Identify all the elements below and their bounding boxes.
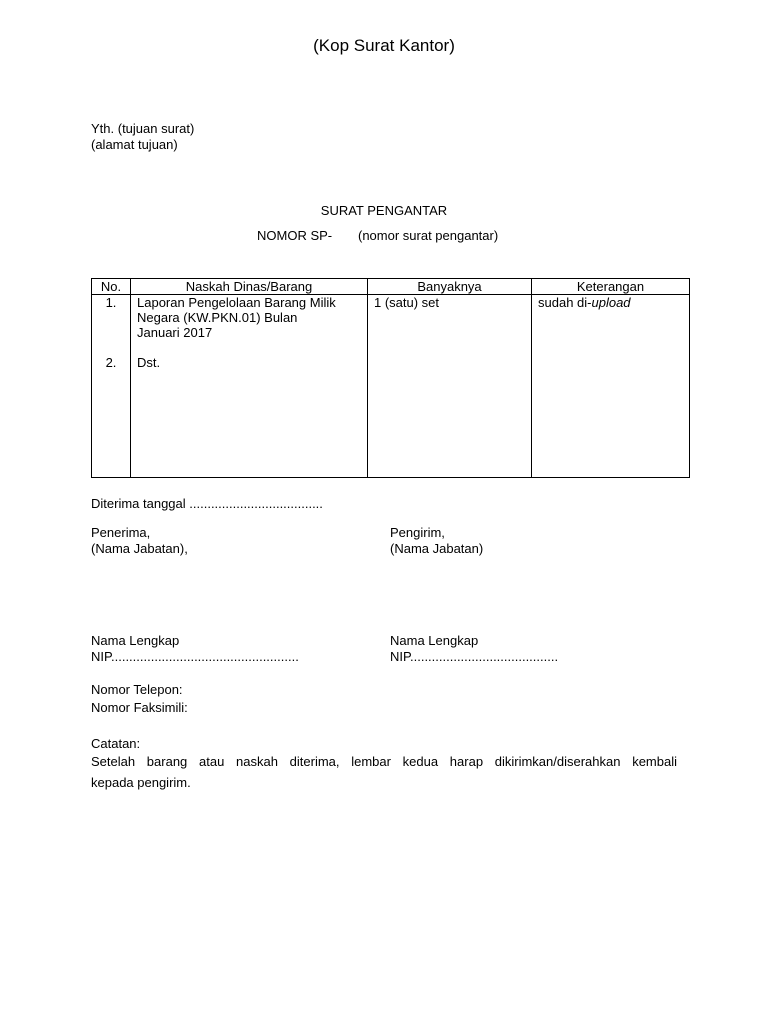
row-numbers bbox=[92, 295, 131, 478]
fax-label: Nomor Faksimili: bbox=[91, 700, 188, 715]
document-number-label: NOMOR SP- bbox=[257, 228, 333, 243]
recipient-line-1: Yth. (tujuan surat) bbox=[91, 121, 195, 136]
row-1-naskah-line-1: Laporan Pengelolaan Barang Milik bbox=[137, 295, 336, 310]
row-2-no: 2. bbox=[105, 355, 117, 370]
header-keterangan: Keterangan bbox=[532, 279, 690, 295]
pengirim-jabatan: (Nama Jabatan) bbox=[390, 541, 484, 556]
items-table bbox=[91, 278, 690, 478]
penerima-jabatan: (Nama Jabatan), bbox=[91, 541, 188, 556]
row-1-keterangan bbox=[538, 295, 683, 310]
penerima-role: Penerima, bbox=[91, 525, 151, 540]
header-banyaknya: Banyaknya bbox=[368, 279, 532, 295]
penerima-nama: Nama Lengkap bbox=[91, 633, 180, 648]
document-number-value: (nomor surat pengantar) bbox=[358, 228, 499, 243]
penerima-nip: NIP.................................................... bbox=[91, 649, 299, 664]
row-1-naskah-line-3: Januari 2017 bbox=[137, 325, 213, 340]
header-naskah: Naskah Dinas/Barang bbox=[131, 279, 368, 295]
phone-label: Nomor Telepon: bbox=[91, 682, 183, 697]
document-heading: SURAT PENGANTAR bbox=[320, 203, 448, 218]
letterhead-title: (Kop Surat Kantor) bbox=[313, 36, 455, 55]
row-1-naskah-line-2: Negara (KW.PKN.01) Bulan bbox=[137, 310, 298, 325]
header-no: No. bbox=[92, 279, 131, 295]
pengirim-nama: Nama Lengkap bbox=[390, 633, 479, 648]
pengirim-nip: NIP......................................... bbox=[390, 649, 559, 664]
row-naskah bbox=[131, 295, 368, 478]
keterangan-italic: upload bbox=[591, 295, 631, 310]
row-1-no: 1. bbox=[105, 295, 117, 310]
note-text bbox=[91, 751, 677, 793]
pengirim-role: Pengirim, bbox=[390, 525, 445, 540]
table-header-row bbox=[92, 279, 690, 295]
row-keterangan bbox=[532, 295, 690, 478]
note-line-2: kepada pengirim. bbox=[91, 775, 191, 790]
recipient-address: (alamat tujuan) bbox=[91, 137, 178, 152]
row-1-banyaknya: 1 (satu) set bbox=[374, 295, 440, 310]
received-date: Diterima tanggal ..................................... bbox=[91, 496, 323, 511]
keterangan-prefix: sudah di- bbox=[538, 295, 592, 310]
row-2-naskah: Dst. bbox=[137, 355, 161, 370]
note-label: Catatan: bbox=[91, 736, 141, 751]
table-row bbox=[92, 295, 690, 478]
note-line-1: Setelah barang atau naskah diterima, lembar kedua harap dikirimkan/diserahkan kembali bbox=[91, 754, 677, 769]
row-banyaknya bbox=[368, 295, 532, 478]
